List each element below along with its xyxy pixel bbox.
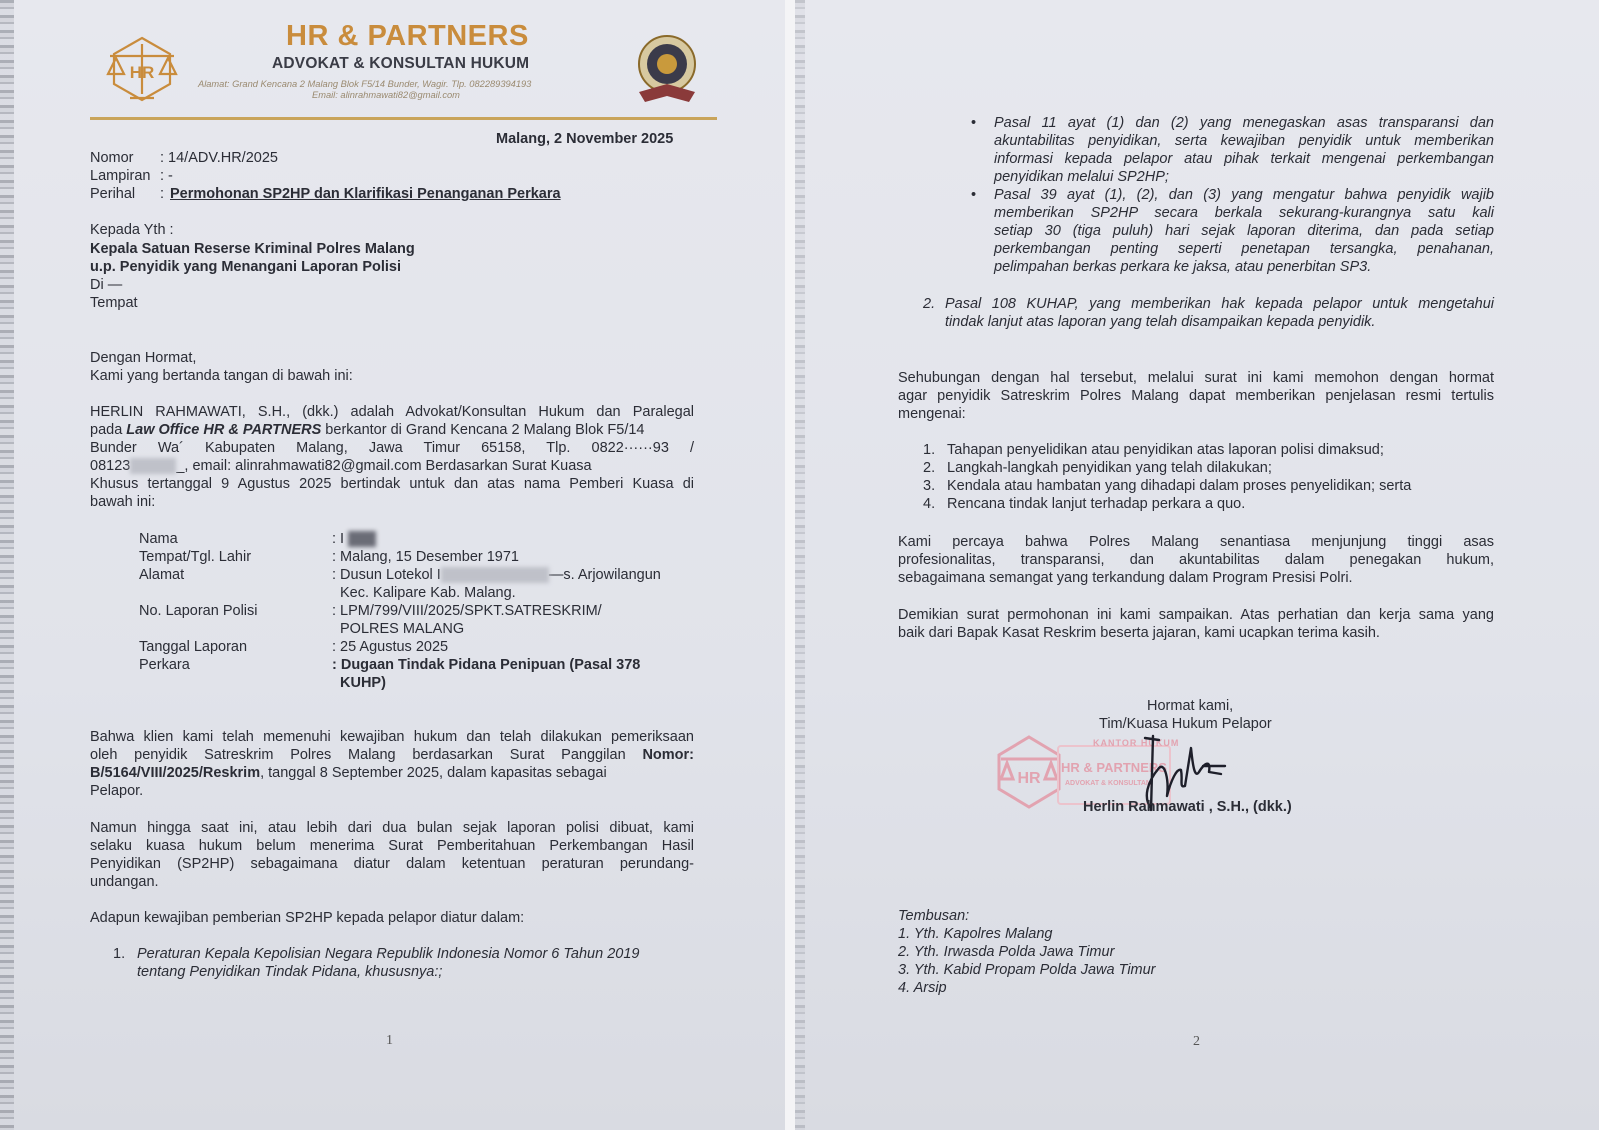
client-lp-value: : LPM/799/VIII/2025/SPKT.SATRESKRIM/: [332, 603, 602, 619]
bullet-dot: •: [971, 115, 977, 131]
para1-line-2: pada Law Office HR & PARTNERS berkantor di Grand Kencana 2 Malang Blok F5/14: [90, 422, 645, 438]
para1-line-5: Khusus tertanggal 9 Agustus 2025 bertindak untuk dan atas nama Pemberi Kuasa di: [90, 476, 694, 492]
redaction-blur: [130, 458, 176, 474]
lampiran-value: : -: [160, 168, 173, 184]
p2-para2-line-1: Kami percaya bahwa Polres Malang senantiasa menjunjung tinggi asas: [898, 534, 1494, 550]
p2-para3-line-1: Demikian surat permohonan ini kami sampaikan. Atas perhatian dan kerja sama yang: [898, 607, 1494, 623]
perihal-label: Perihal: [90, 186, 136, 202]
request-number: 3.: [923, 478, 936, 494]
intro-line: Kami yang bertanda tangan di bawah ini:: [90, 368, 353, 384]
cc-item: 4. Arsip: [898, 980, 947, 996]
redaction-blur: [441, 567, 549, 583]
client-alamat-value-2: Kec. Kalipare Kab. Malang.: [340, 585, 516, 601]
letter-date: Malang, 2 November 2025: [496, 131, 674, 147]
client-perkara-value-2: KUHP): [340, 675, 386, 691]
scales-logo-icon: [104, 34, 180, 106]
recipient-line-4: Di —: [90, 277, 123, 293]
scan-edge: [795, 0, 805, 1130]
client-perkara-label: Perkara: [139, 657, 190, 673]
request-item: Kendala atau hambatan yang dihadapi dalam proses penyelidikan; serta: [947, 478, 1412, 494]
perihal-colon: :: [160, 186, 165, 202]
cc-title: Tembusan:: [898, 908, 970, 924]
stamp-top-text: KANTOR HUKUM: [1093, 738, 1180, 748]
page-gap: [785, 0, 795, 1130]
stamp-sub-text: ADVOKAT & KONSULTAN: [1065, 780, 1151, 787]
signer-name: Herlin Rahmawati , S.H., (dkk.): [1083, 799, 1292, 815]
list1-line-1: Peraturan Kepala Kepolisian Negara Republik Indonesia Nomor 6 Tahun 2019: [137, 946, 640, 962]
client-ttl-label: Tempat/Tgl. Lahir: [139, 549, 252, 565]
stamp-logo-icon: [993, 733, 1065, 813]
para1-line-1: HERLIN RAHMAWATI, S.H., (dkk.) adalah Advokat/Konsultan Hukum dan Paralegal: [90, 404, 694, 420]
para3-line-2: selaku kuasa hukum belum menerima Surat Pemberitahuan Perkembangan Hasil: [90, 838, 694, 854]
document-page-1: [0, 0, 785, 1130]
scan-edge: [0, 0, 14, 1130]
recipient-line-1: Kepada Yth :: [90, 222, 174, 238]
bullet2-line-4: perkembangan penting seperti penetapan tersangka, penahanan,: [994, 241, 1494, 257]
para3-line-4: undangan.: [90, 874, 159, 890]
bullet-dot: •: [971, 187, 977, 203]
client-alamat-value: : Dusun Lotekol I —s. Arjowilangun: [332, 567, 661, 583]
para3-line-1: Namun hingga saat ini, atau lebih dari dua bulan sejak laporan polisi dibuat, kami: [90, 820, 694, 836]
bullet2-line-5: pelimpahan berkas perkara ke jaksa, atau penerbitan SP3.: [994, 259, 1372, 275]
emblem-seal-icon: [633, 32, 701, 108]
firm-subtitle: ADVOKAT & KONSULTAN HUKUM: [272, 55, 530, 72]
client-alamat-label: Alamat: [139, 567, 185, 583]
page-number: 1: [386, 1033, 393, 1048]
client-perkara-value: : Dugaan Tindak Pidana Penipuan (Pasal 378: [332, 657, 641, 673]
closing-line-1: Hormat kami,: [1147, 698, 1234, 714]
para2-line-1: Bahwa klien kami telah memenuhi kewajiban hukum dan telah dilakukan pemeriksaan: [90, 729, 694, 745]
bullet2-line-2: memberikan SP2HP secara berkala sekurang-kurangnya satu kali: [994, 205, 1494, 221]
bullet1-line-3: informasi kepada pelapor atau pihak terkait mengenai perkembangan: [994, 151, 1494, 167]
item2-line-2: tindak lanjut atas laporan yang telah disampaikan kepada penyidik.: [945, 314, 1376, 330]
client-tgl-value: : 25 Agustus 2025: [332, 639, 449, 655]
redaction-blur: [348, 531, 376, 547]
client-nama-label: Nama: [139, 531, 178, 547]
request-number: 1.: [923, 442, 936, 458]
firm-email: Email: alinrahmawati82@gmail.com: [312, 90, 460, 100]
para2-line-3: B/5164/VIII/2025/Reskrim, tanggal 8 September 2025, dalam kapasitas sebagai: [90, 765, 607, 781]
p2-para1-line-1: Sehubungan dengan hal tersebut, melalui surat ini kami memohon dengan hormat: [898, 370, 1494, 386]
p2-para2-line-2: profesionalitas, transparansi, dan akuntabilitas dalam penegakan hukum,: [898, 552, 1494, 568]
p2-para1-line-2: agar penyidik Satreskrim Polres Malang dapat memberikan penjelasan resmi tertulis: [898, 388, 1494, 404]
item2-line-1: Pasal 108 KUHAP, yang memberikan hak kepada pelapor untuk mengetahui: [945, 296, 1494, 312]
para2-line-2: oleh penyidik Satreskrim Polres Malang berdasarkan Surat Panggilan Nomor:: [90, 747, 694, 763]
para1-line-3: Bunder Wa´ Kabupaten Malang, Jawa Timur 65158, Tlp. 0822······93 /: [90, 440, 694, 456]
para3-line-3: Penyidikan (SP2HP) sebagaimana diatur dalam ketentuan peraturan perundang-: [90, 856, 694, 872]
list1-number: 1.: [113, 946, 126, 962]
bullet2-line-3: setiap 30 (tiga puluh) hari sejak laporan diterima, dan pada setiap: [994, 223, 1494, 239]
list1-line-2: tentang Penyidikan Tindak Pidana, khususnya:;: [137, 964, 443, 980]
nomor-label: Nomor: [90, 150, 134, 166]
client-lp-label: No. Laporan Polisi: [139, 603, 258, 619]
request-item: Rencana tindak lanjut terhadap perkara a quo.: [947, 496, 1246, 512]
cc-item: 1. Yth. Kapolres Malang: [898, 926, 1053, 942]
p2-para2-line-3: sebagaimana semangat yang terkandung dalam Program Presisi Polri.: [898, 570, 1353, 586]
recipient-line-5: Tempat: [90, 295, 138, 311]
lampiran-label: Lampiran: [90, 168, 151, 184]
request-item: Langkah-langkah penyidikan yang telah dilakukan;: [947, 460, 1272, 476]
p2-para3-line-2: baik dari Bapak Kasat Reskrim beserta jajaran, kami ucapkan terima kasih.: [898, 625, 1380, 641]
perihal-value: Permohonan SP2HP dan Klarifikasi Penanganan Perkara: [170, 186, 561, 202]
svg-text:HR: HR: [129, 63, 155, 82]
para1-line-4: 08123 _, email: alinrahmawati82@gmail.com Berdasarkan Surat Kuasa: [90, 458, 592, 474]
para4-line: Adapun kewajiban pemberian SP2HP kepada pelapor diatur dalam:: [90, 910, 525, 926]
closing-line-2: Tim/Kuasa Hukum Pelapor: [1099, 716, 1272, 732]
client-nama-value: : I: [332, 530, 376, 548]
client-tgl-label: Tanggal Laporan: [139, 639, 248, 655]
request-number: 2.: [923, 460, 936, 476]
recipient-line-3: u.p. Penyidik yang Menangani Laporan Polisi: [90, 259, 401, 275]
client-lp-value-2: POLRES MALANG: [340, 621, 465, 637]
firm-address: Alamat: Grand Kencana 2 Malang Blok F5/14 Bunder, Wagir. Tlp. 082289394193: [198, 79, 532, 89]
svg-text:HR: HR: [1017, 770, 1041, 787]
bullet1-line-2: akuntabilitas penyidikan, serta kewajiban penyidik untuk memberikan: [994, 133, 1494, 149]
cc-item: 3. Yth. Kabid Propam Polda Jawa Timur: [898, 962, 1156, 978]
firm-name: HR & PARTNERS: [286, 20, 529, 52]
request-item: Tahapan penyelidikan atau penyidikan atas laporan polisi dimaksud;: [947, 442, 1384, 458]
client-ttl-value: : Malang, 15 Desember 1971: [332, 549, 519, 565]
request-number: 4.: [923, 496, 936, 512]
bullet2-line-1: Pasal 39 ayat (1), (2), dan (3) yang mengatur bahwa penyidik wajib: [994, 187, 1494, 203]
bullet1-line-4: penyidikan melalui SP2HP;: [994, 169, 1169, 185]
letterhead-divider: [90, 117, 717, 120]
bullet1-line-1: Pasal 11 ayat (1) dan (2) yang menegaskan asas transparansi dan: [994, 115, 1494, 131]
cc-item: 2. Yth. Irwasda Polda Jawa Timur: [898, 944, 1115, 960]
document-page-2: [795, 0, 1599, 1130]
p2-para1-line-3: mengenai:: [898, 406, 966, 422]
nomor-value: : 14/ADV.HR/2025: [160, 150, 278, 166]
recipient-line-2: Kepala Satuan Reserse Kriminal Polres Malang: [90, 241, 415, 257]
item2-number: 2.: [923, 296, 936, 312]
stamp-name-text: HR & PARTNERS: [1061, 760, 1167, 775]
salutation: Dengan Hormat,: [90, 350, 197, 366]
para2-line-4: Pelapor.: [90, 783, 144, 799]
page-number: 2: [1193, 1034, 1200, 1049]
para1-line-6: bawah ini:: [90, 494, 156, 510]
